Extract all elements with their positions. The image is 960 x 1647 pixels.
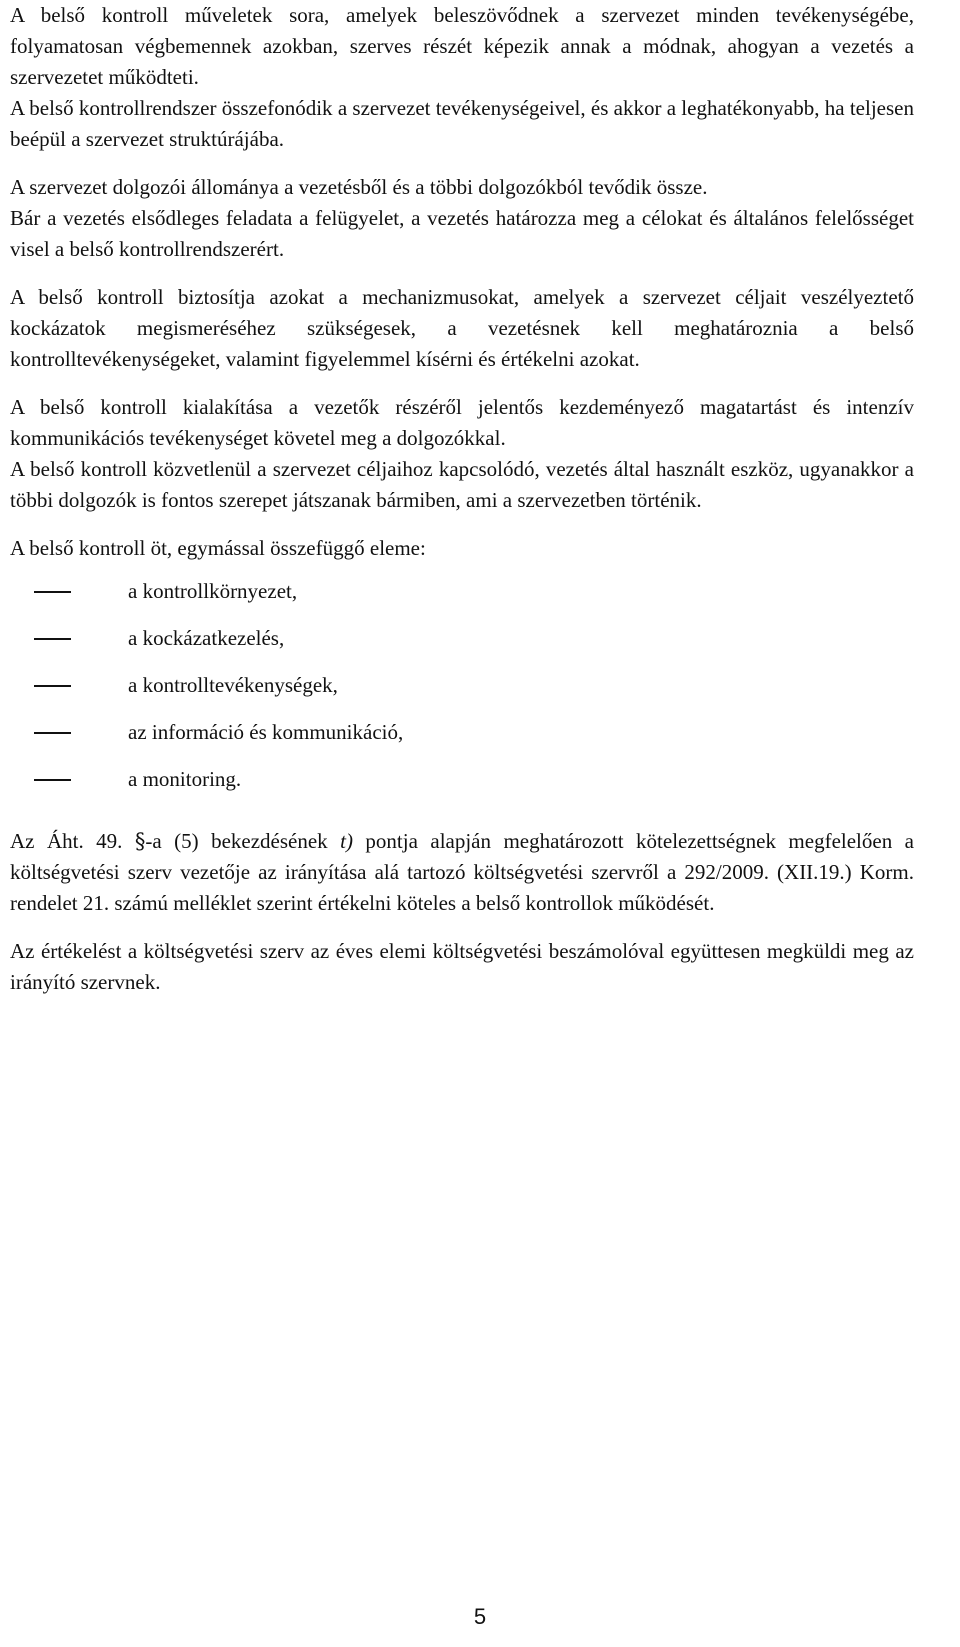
paragraph-control-system-integration: A belső kontrollrendszer összefonódik a szervezet tevékenységeivel, és akkor a leghatékonyabb, ha teljesen beépül a szervezet struktúrájába. — [10, 96, 914, 151]
dash-bullet-icon — [34, 732, 71, 734]
paragraph-control-mechanisms: A belső kontroll biztosítja azokat a mechanizmusokat, amelyek a szervezet céljait veszélyeztető kockázatok megismeréséhez szükségesek, a vezetésnek kell meghatároznia a belső kontrolltevékenységeket, valamint figyelemmel kísérni és értékelni azokat. — [10, 285, 914, 371]
list-item — [10, 576, 914, 623]
list-item-text: a kontrollkörnyezet, — [128, 579, 298, 603]
page-number: 5 — [473, 1604, 487, 1629]
list-item-text: a monitoring. — [128, 767, 242, 791]
dash-bullet-icon — [34, 591, 71, 593]
control-elements-list — [10, 576, 914, 811]
paragraph-staff-composition: A szervezet dolgozói állománya a vezetésből és a többi dolgozókból tevődik össze. — [10, 175, 708, 199]
legal-text-end: pontja alapján meghatározott kötelezettségnek megfelelően a költségvetési szerv vezetője az irányítása alá tartozó költségvetési szervről a 292/2009. (XII.19.) Korm. rendelet 21. számú melléklet szerint értékelni köteles a belső kontrollok működését. — [10, 829, 914, 915]
paragraph-evaluation-submission: Az értékelést a költségvetési szerv az éves elemi költségvetési beszámolóval együttesen megküldi meg az irányító szervnek. — [10, 939, 914, 994]
dash-bullet-icon — [34, 779, 71, 781]
paragraph-legal-reference — [10, 826, 914, 919]
paragraph-leadership-initiative: A belső kontroll kialakítása a vezetők részéről jelentős kezdeményező magatartást és intenzív kommunikációs tevékenységet követel meg a dolgozókkal. — [10, 395, 914, 450]
document-page — [10, 0, 914, 998]
paragraph-management-responsibility: Bár a vezetés elsődleges feladata a felügyelet, a vezetés határozza meg a célokat és általános felelősséget visel a belső kontrollrendszerért. — [10, 206, 914, 261]
paragraph-internal-control-definition: A belső kontroll műveletek sora, amelyek beleszövődnek a szervezet minden tevékenységébe, folyamatosan végbemennek azokban, szerves részét képezik annak a módnak, ahogyan a vezetés a szervezetet működteti. — [10, 3, 914, 89]
list-item-text: a kontrolltevékenységek, — [128, 673, 338, 697]
list-item — [10, 717, 914, 764]
list-intro: A belső kontroll öt, egymással összefüggő eleme: — [10, 536, 426, 560]
paragraph-control-as-tool: A belső kontroll közvetlenül a szervezet céljaihoz kapcsolódó, vezetés által használt eszköz, ugyanakkor a többi dolgozók is fontos szerepet játszanak bármiben, ami a szervezetben történik. — [10, 457, 914, 512]
legal-point-label: t) — [340, 829, 353, 853]
dash-bullet-icon — [34, 638, 71, 640]
list-item — [10, 670, 914, 717]
list-item-text: a kockázatkezelés, — [128, 626, 285, 650]
list-item — [10, 764, 914, 811]
dash-bullet-icon — [34, 685, 71, 687]
section-sign: § — [134, 829, 146, 853]
legal-text-middle: -a (5) bekezdésének — [145, 829, 341, 853]
list-item — [10, 623, 914, 670]
legal-text-start: Az Áht. 49. — [10, 829, 135, 853]
list-item-text: az információ és kommunikáció, — [128, 720, 404, 744]
